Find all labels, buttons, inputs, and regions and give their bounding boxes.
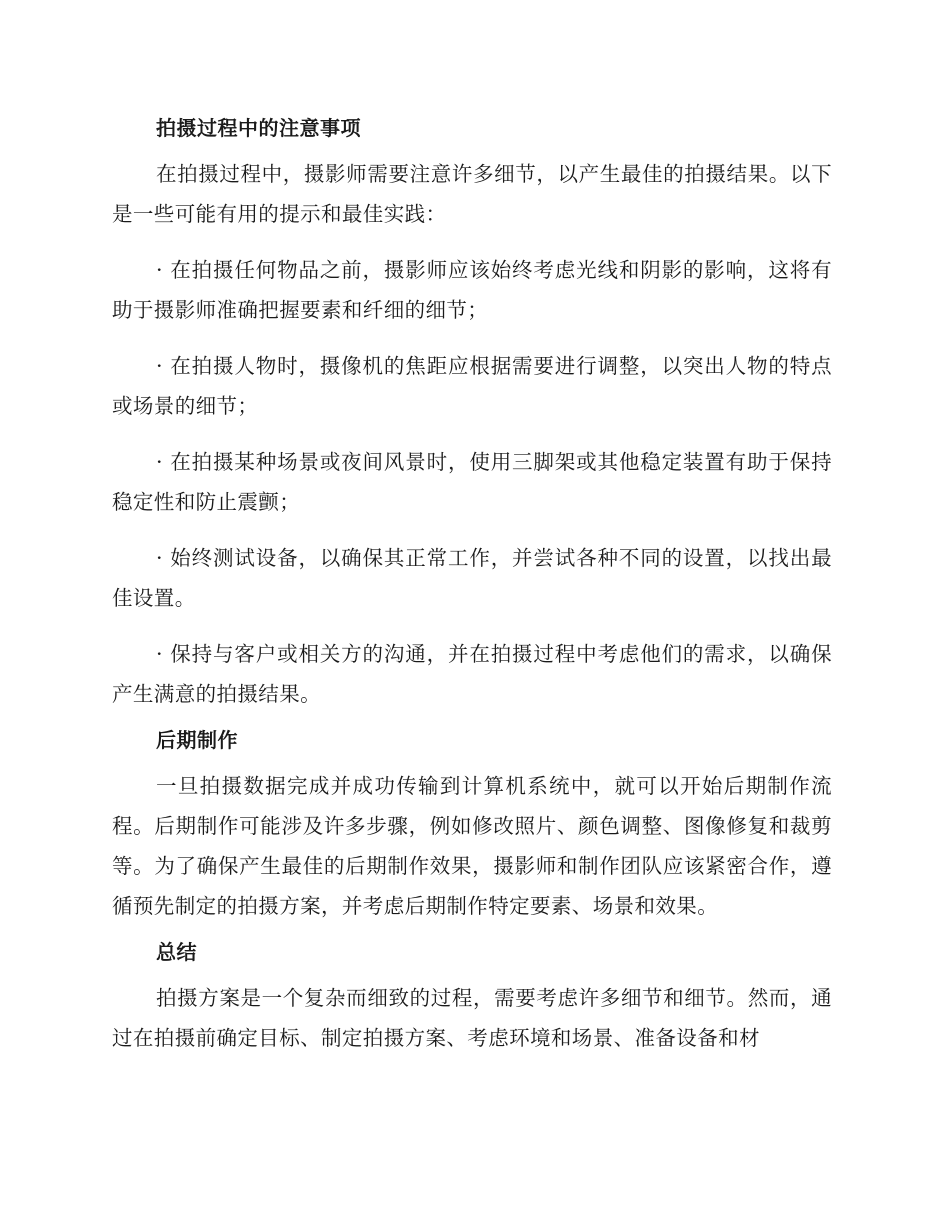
tip-item-client-communication: · 保持与客户或相关方的沟通，并在拍摄过程中考虑他们的需求，以确保产生满意的拍摄结果。 [112, 642, 832, 706]
section-heading-post-production: 后期制作 [156, 728, 238, 752]
section-heading-shooting-notes: 拍摄过程中的注意事项 [156, 116, 361, 140]
document-content [112, 108, 832, 1058]
tip-item-focal-length: · 在拍摄人物时，摄像机的焦距应根据需要进行调整，以突出人物的特点或场景的细节； [112, 354, 832, 418]
tip-item-test-equipment: · 始终测试设备，以确保其正常工作，并尝试各种不同的设置，以找出最佳设置。 [112, 546, 832, 610]
tip-item-lighting: · 在拍摄任何物品之前，摄影师应该始终考虑光线和阴影的影响，这将有助于摄影师准确把握要素和纤细的细节； [112, 258, 832, 322]
paragraph-post-production: 一旦拍摄数据完成并成功传输到计算机系统中，就可以开始后期制作流程。后期制作可能涉及许多步骤，例如修改照片、颜色调整、图像修复和裁剪等。为了确保产生最佳的后期制作效果，摄影师和制作团队应该紧密合作，遵循预先制定的拍摄方案，并考虑后期制作特定要素、场景和效果。 [112, 774, 832, 918]
section-heading-summary: 总结 [156, 940, 197, 964]
paragraph-intro: 在拍摄过程中，摄影师需要注意许多细节，以产生最佳的拍摄结果。以下是一些可能有用的提示和最佳实践： [112, 162, 832, 226]
paragraph-summary: 拍摄方案是一个复杂而细致的过程，需要考虑许多细节和细节。然而，通过在拍摄前确定目标、制定拍摄方案、考虑环境和场景、准备设备和材 [112, 986, 832, 1050]
tip-item-tripod: · 在拍摄某种场景或夜间风景时，使用三脚架或其他稳定装置有助于保持稳定性和防止震颤； [112, 450, 832, 514]
